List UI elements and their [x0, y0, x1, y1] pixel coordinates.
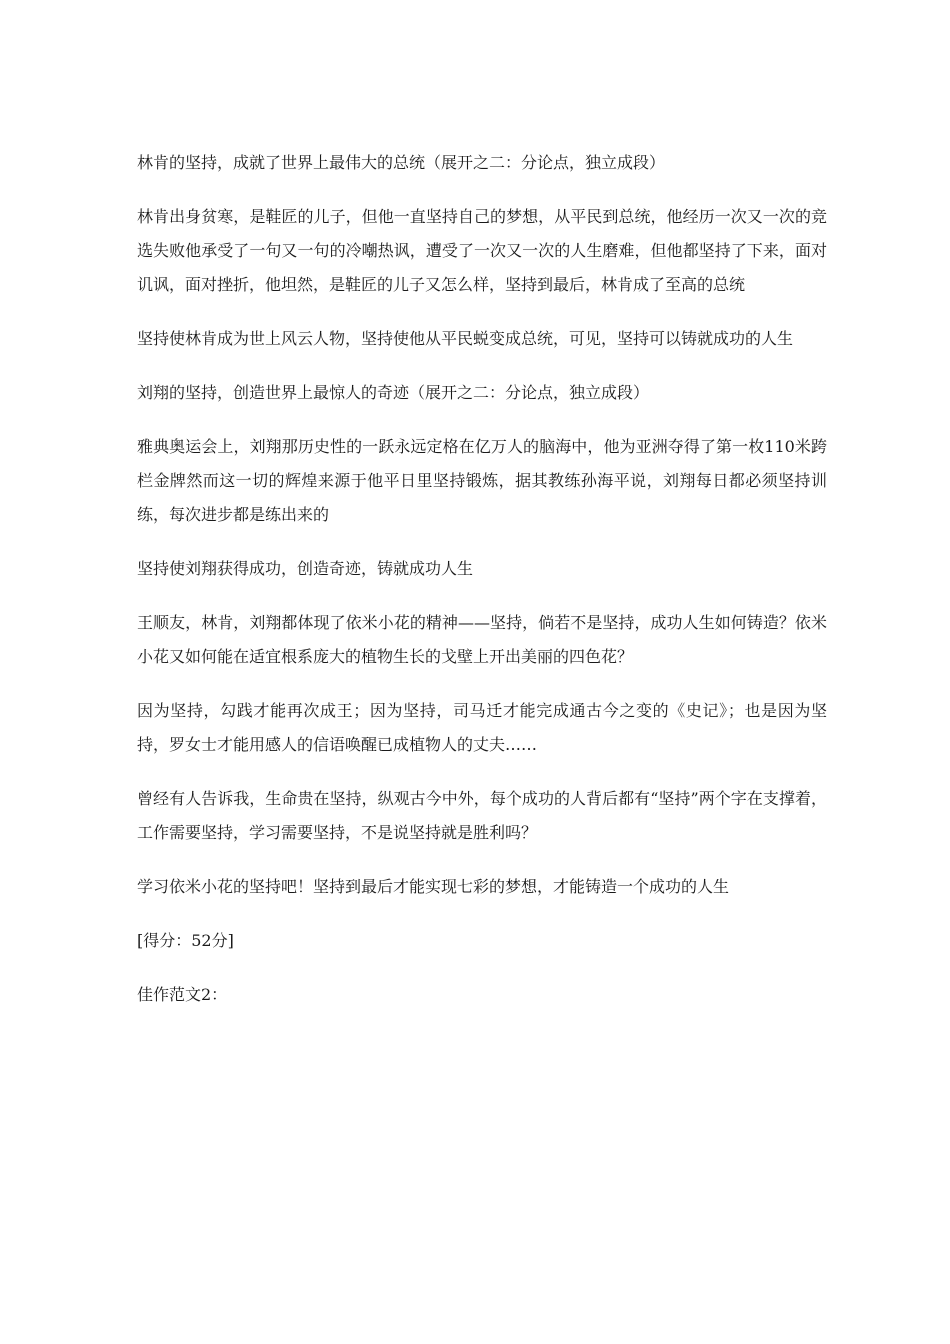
paragraph-summary: 王顺友，林肯，刘翔都体现了依米小花的精神——坚持，倘若不是坚持，成功人生如何铸造？依米小花又如何能在适宜根系庞大的植物生长的戈壁上开出美丽的四色花？ — [137, 613, 827, 666]
paragraph-reflection: 曾经有人告诉我，生命贵在坚持，纵观古今中外，每个成功的人背后都有“坚持”两个字在支撑着，工作需要坚持，学习需要坚持，不是说坚持就是胜利吗？ — [137, 789, 827, 842]
paragraph-liuxiang-conclusion: 坚持使刘翔获得成功，创造奇迹，铸就成功人生 — [137, 559, 474, 578]
paragraph-examples: 因为坚持，勾践才能再次成王；因为坚持，司马迁才能完成通古今之变的《史记》；也是因为坚持，罗女士才能用感人的信语唤醒已成植物人的丈夫…… — [137, 701, 827, 754]
document-body — [137, 146, 827, 1032]
score-label: [得分：52分] — [137, 931, 234, 950]
paragraph-lincoln-conclusion: 坚持使林肯成为世上风云人物，坚持使他从平民蜕变成总统，可见，坚持可以铸就成功的人生 — [137, 329, 794, 348]
paragraph-liuxiang-heading: 刘翔的坚持，创造世界上最惊人的奇迹（展开之二：分论点，独立成段） — [137, 383, 650, 402]
paragraph-lincoln-story: 林肯出身贫寒，是鞋匠的儿子，但他一直坚持自己的梦想，从平民到总统，他经历一次又一次的竞选失败他承受了一句又一句的冷嘲热讽，遭受了一次又一次的人生磨难，但他都坚持了下来，面对讥讽，面对挫折，他坦然，是鞋匠的儿子又怎么样，坚持到最后，林肯成了至高的总统 — [137, 207, 827, 294]
paragraph-liuxiang-story: 雅典奥运会上，刘翔那历史性的一跃永远定格在亿万人的脑海中，他为亚洲夺得了第一枚110米跨栏金牌然而这一切的辉煌来源于他平日里坚持锻炼，据其教练孙海平说，刘翔每日都必须坚持训练，每次进步都是练出来的 — [137, 437, 827, 524]
next-sample-heading: 佳作范文2： — [137, 985, 228, 1004]
paragraph-lincoln-heading: 林肯的坚持，成就了世界上最伟大的总统（展开之二：分论点，独立成段） — [137, 153, 666, 172]
paragraph-closing: 学习依米小花的坚持吧！坚持到最后才能实现七彩的梦想，才能铸造一个成功的人生 — [137, 877, 730, 896]
